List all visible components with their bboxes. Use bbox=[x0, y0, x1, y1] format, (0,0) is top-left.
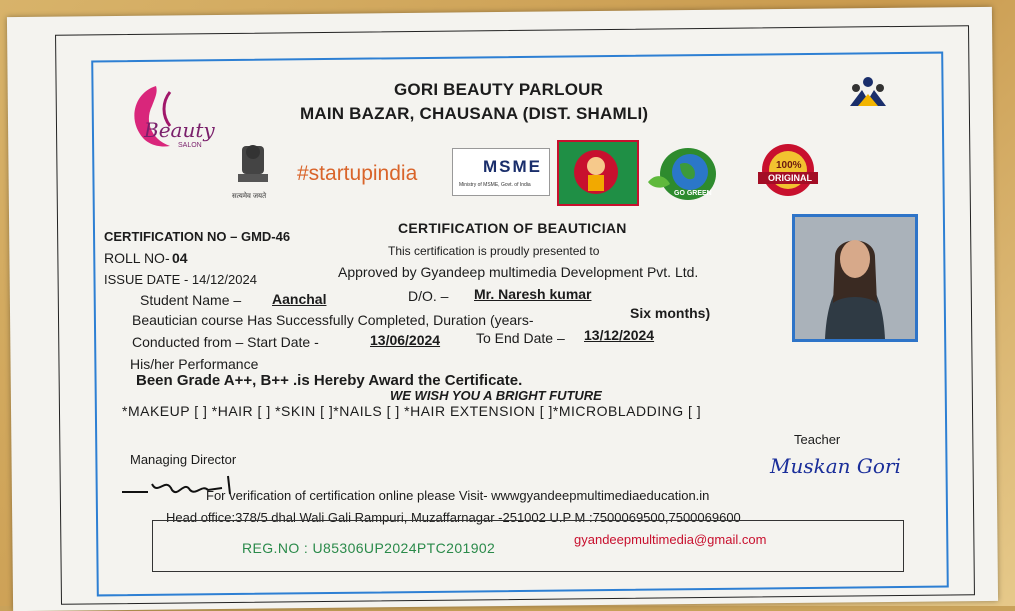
teacher-signature: Muskan Gori bbox=[770, 454, 901, 478]
institute-logo bbox=[836, 70, 900, 120]
performance-label: His/her Performance bbox=[130, 356, 259, 372]
roll-value: 04 bbox=[172, 250, 188, 266]
presented-text: This certification is proudly presented to bbox=[388, 244, 600, 258]
beti-logo bbox=[557, 140, 639, 206]
conducted-label: Conducted from – Start Date - bbox=[132, 334, 319, 350]
cert-title: CERTIFICATION OF BEAUTICIAN bbox=[398, 220, 627, 236]
go-green-logo bbox=[640, 146, 736, 202]
roll-label: ROLL NO- bbox=[104, 250, 170, 266]
contact-email: gyandeepmultimedia@gmail.com bbox=[574, 532, 767, 547]
beauty-salon-logo bbox=[118, 82, 228, 156]
emblem-caption: सत्यमेव जयते bbox=[232, 193, 267, 200]
approved-text: Approved by Gyandeep multimedia Development Pvt. Ltd. bbox=[338, 264, 699, 280]
verification-text: For verification of certification online please Visit- wwwgyandeepmultimediaeducation.in bbox=[206, 488, 710, 503]
office-address: Head office:378/5 dhal Wali Gali Rampuri, Muzaffarnagar -251002 U.P M :7500069500,7500069600 bbox=[166, 510, 741, 525]
msme-logo bbox=[452, 148, 550, 196]
course-text: Beautician course Has Successfully Completed, Duration (years- bbox=[132, 312, 534, 328]
msme-subtitle: Ministry of MSME, Govt. of India bbox=[459, 182, 531, 188]
cert-number: CERTIFICATION NO – GMD-46 bbox=[104, 229, 291, 244]
director-label: Managing Director bbox=[130, 452, 237, 467]
msme-text: MSME bbox=[483, 157, 542, 176]
wish-text: WE WISH YOU A BRIGHT FUTURE bbox=[390, 388, 602, 403]
skills-checklist: *MAKEUP [ ] *HAIR [ ] *SKIN [ ]*NAILS [ ] *HAIR EXTENSION [ ]*MICROBLADDING [ ] bbox=[122, 403, 702, 419]
parlour-address: MAIN BAZAR, CHAUSANA (DIST. SHAMLI) bbox=[300, 104, 649, 123]
salon-logo-text: SALON bbox=[178, 142, 202, 149]
parlour-name: GORI BEAUTY PARLOUR bbox=[394, 80, 604, 99]
end-date: 13/12/2024 bbox=[584, 327, 655, 343]
student-name: Aanchal bbox=[272, 291, 327, 307]
grade-text: Been Grade A++, B++ .is Hereby Award the Certificate. bbox=[136, 372, 523, 389]
father-name: Mr. Naresh kumar bbox=[474, 286, 592, 302]
startup-india-logo: #startupindia bbox=[297, 162, 418, 185]
end-label: To End Date – bbox=[476, 330, 565, 346]
duration-text: Six months) bbox=[630, 305, 711, 321]
beauty-logo-text: Beauty bbox=[144, 118, 215, 142]
teacher-label: Teacher bbox=[794, 432, 841, 447]
student-label: Student Name – bbox=[140, 292, 242, 308]
student-photo bbox=[792, 214, 918, 342]
issue-date: ISSUE DATE - 14/12/2024 bbox=[104, 272, 257, 287]
national-emblem bbox=[228, 140, 278, 210]
original-text: ORIGINAL bbox=[768, 173, 812, 183]
registration-number: REG.NO : U85306UP2024PTC201902 bbox=[242, 540, 496, 556]
go-green-text: GO GREEN bbox=[674, 190, 712, 197]
do-label: D/O. – bbox=[408, 288, 449, 304]
original-badge bbox=[748, 142, 828, 198]
start-date: 13/06/2024 bbox=[370, 332, 441, 348]
original-percent: 100% bbox=[776, 160, 802, 171]
